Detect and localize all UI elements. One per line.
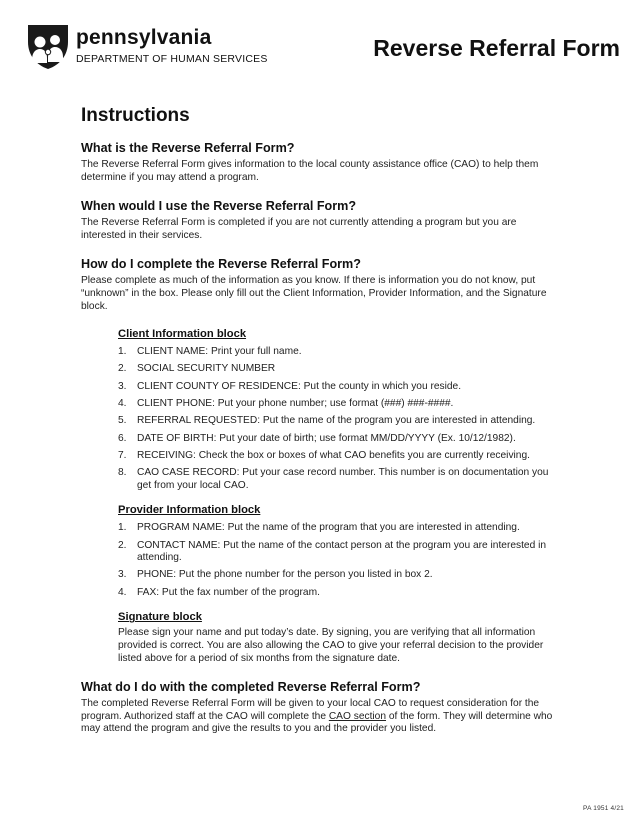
section-text: The Reverse Referral Form is completed if you are not currently attending a program but you are interested in their services. <box>81 217 517 241</box>
list-item: 3. PHONE: Put the phone number for the person you listed in box 2. <box>118 569 433 581</box>
form-title: Reverse Referral Form <box>373 35 620 61</box>
list-item: 3. CLIENT COUNTY OF RESIDENCE: Put the county in which you reside. <box>118 380 462 392</box>
page-header <box>24 22 624 70</box>
list-item: 6. DATE OF BIRTH: Put your date of birth; use format MM/DD/YYYY (Ex. 10/12/1982). <box>118 432 516 444</box>
section-text: Please complete as much of the information as you know. If there is information you do not know, put “unknown” in the box. Please only fill out the Client Information, Provider Information, and the Signature block. <box>81 275 547 312</box>
instructions-content <box>81 104 561 736</box>
list-item: 5. REFERRAL REQUESTED: Put the name of the program you are interested in attending. <box>118 415 536 427</box>
form-code: PA 1951 4/21 <box>583 805 624 812</box>
client-item-list <box>118 346 556 492</box>
section-text: The Reverse Referral Form gives information to the local county assistance office (CAO) to help them determine if you may attend a program. <box>81 159 539 183</box>
client-information-block <box>118 327 556 665</box>
org-name: pennsylvania <box>76 26 212 49</box>
list-item: 8. CAO CASE RECORD: Put your case record number. This number is on documentation you get from your local CAO. <box>118 467 549 491</box>
org-department: DEPARTMENT OF HUMAN SERVICES <box>76 53 268 65</box>
section-question: How do I complete the Reverse Referral Form? <box>81 257 361 272</box>
cao-section-link: CAO section <box>328 710 387 722</box>
list-item: 1. PROGRAM NAME: Put the name of the program that you are interested in attending. <box>118 522 520 534</box>
section-text: The completed Reverse Referral Form will be given to your local CAO to request consideration for the program. Authorized staff at the CAO will complete the CAO section of the form. They will determine who may attend the program and give the results to you and the provider you listed. <box>81 698 553 735</box>
list-item: 2. SOCIAL SECURITY NUMBER <box>118 363 276 375</box>
provider-item-list <box>118 522 556 599</box>
keystone-family-logo-icon <box>24 22 72 70</box>
list-item: 7. RECEIVING: Check the box or boxes of what CAO benefits you are currently receiving. <box>118 449 530 461</box>
section-question: What do I do with the completed Reverse Referral Form? <box>81 680 421 695</box>
section-question: What is the Reverse Referral Form? <box>81 141 295 155</box>
list-item: 4. CLIENT PHONE: Put your phone number; use format (###) ###-####. <box>118 398 454 409</box>
signature-block-text: Please sign your name and put today’s date. By signing, you are verifying that all information provided is correct. You are also allowing the CAO to give your referral decision to the provider listed above for a period of six months from the signature date. <box>118 627 544 664</box>
list-item: 1. CLIENT NAME: Print your full name. <box>118 346 302 358</box>
list-item: 2. CONTACT NAME: Put the name of the contact person at the program you are interested in attending. <box>118 539 547 564</box>
list-item: 4. FAX: Put the fax number of the program. <box>118 586 320 598</box>
page-title: Instructions <box>81 105 190 126</box>
provider-block-title: Provider Information block <box>118 504 261 517</box>
section-question: When would I use the Reverse Referral Form? <box>81 199 357 214</box>
client-block-title: Client Information block <box>118 328 247 341</box>
signature-block-title: Signature block <box>118 611 202 624</box>
